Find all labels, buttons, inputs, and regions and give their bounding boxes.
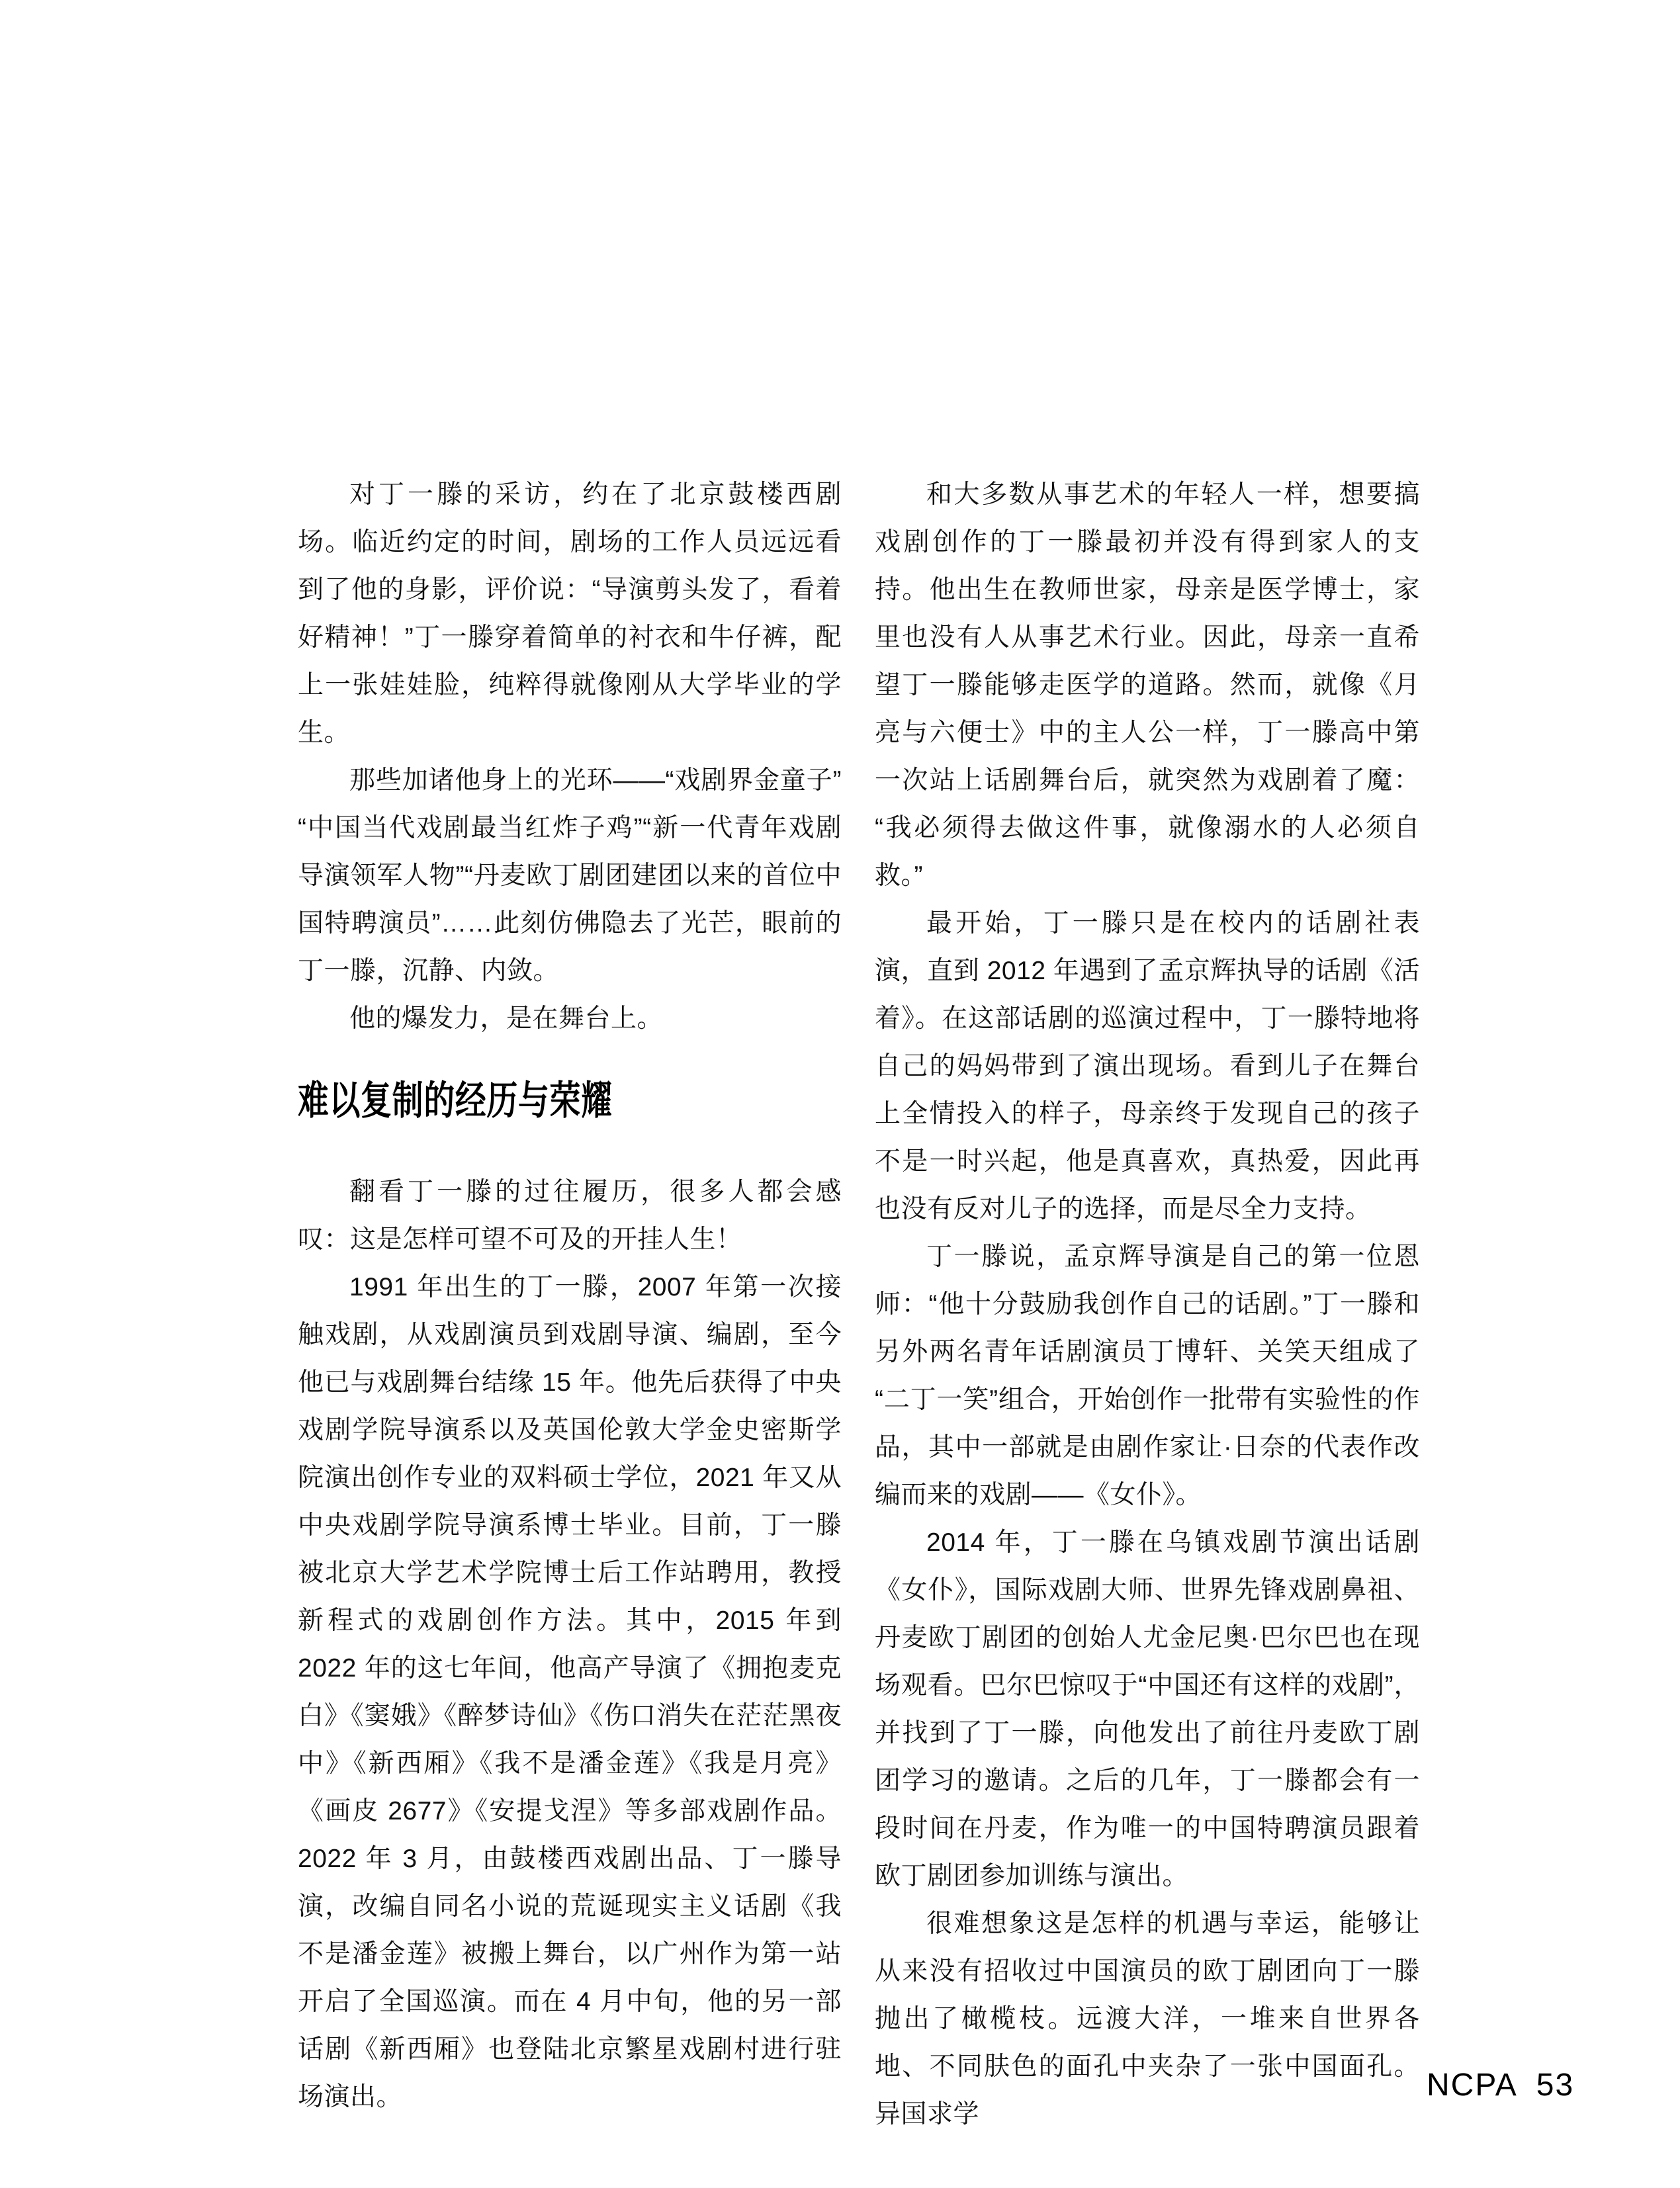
page-footer	[1427, 2070, 1574, 2101]
article-paragraph: 丁一滕说，孟京辉导演是自己的第一位恩师：“他十分鼓励我创作自己的话剧。”丁一滕和另外两名青年话剧演员丁博轩、关笑天组成了“二丁一笑”组合，开始创作一批带有实验性的作品，其中一部就是由剧作家让·日奈的代表作改编而来的戏剧——《女仆》。	[875, 1243, 1420, 1509]
article-paragraph: 最开始，丁一滕只是在校内的话剧社表演，直到 2012 年遇到了孟京辉执导的话剧《活着》。在这部话剧的巡演过程中，丁一滕特地将自己的妈妈带到了演出现场。看到儿子在舞台上全情投入的样子，母亲终于发现自己的孩子不是一时兴起，他是真喜欢，真热爱，因此再也没有反对儿子的选择，而是尽全力支持。	[875, 909, 1420, 1223]
article-paragraph: 他的爆发力，是在舞台上。	[349, 1004, 664, 1033]
article-paragraph: 2014 年，丁一滕在乌镇戏剧节演出话剧《女仆》，国际戏剧大师、世界先锋戏剧鼻祖、丹麦欧丁剧团的创始人尤金尼奥·巴尔巴也在现场观看。巴尔巴惊叹于“中国还有这样的戏剧”，并找到了丁一滕，向他发出了前往丹麦欧丁剧团学习的邀请。之后的几年，丁一滕都会有一段时间在丹麦，作为唯一的中国特聘演员跟着欧丁剧团参加训练与演出。	[875, 1528, 1420, 1890]
article-paragraph: 对丁一滕的采访，约在了北京鼓楼西剧场。临近约定的时间，剧场的工作人员远远看到了他的身影，评价说：“导演剪头发了，看着好精神！”丁一滕穿着简单的衬衣和牛仔裤，配上一张娃娃脸，纯粹得就像刚从大学毕业的学生。	[298, 480, 842, 747]
article-paragraph: 翻看丁一滕的过往履历，很多人都会感叹：这是怎样可望不可及的开挂人生！	[298, 1178, 842, 1254]
right-column	[875, 471, 1420, 2138]
footer-brand: NCPA	[1427, 2068, 1518, 2103]
article-paragraph: 1991 年出生的丁一滕，2007 年第一次接触戏剧，从戏剧演员到戏剧导演、编剧，至今他已与戏剧舞台结缘 15 年。他先后获得了中央戏剧学院导演系以及英国伦敦大学金史密斯学院演出创作专业的双料硕士学位，2021 年又从中央戏剧学院导演系博士毕业。目前，丁一滕被北京大学艺术学院博士后工作站聘用，教授新程式的戏剧创作方法。其中，2015 年到 2022 年的这七年间，他高产导演了《拥抱麦克白》《窦娥》《醉梦诗仙》《伤口消失在茫茫黑夜中》《新西厢》《我不是潘金莲》《我是月亮》《画皮 2677》《安提戈涅》等多部戏剧作品。2022 年 3 月，由鼓楼西戏剧出品、丁一滕导演，改编自同名小说的荒诞现实主义话剧《我不是潘金莲》被搬上舞台，以广州作为第一站开启了全国巡演。而在 4 月中旬，他的另一部话剧《新西厢》也登陆北京繁星戏剧村进行驻场演出。	[298, 1273, 842, 2111]
article-paragraph: 很难想象这是怎样的机遇与幸运，能够让从来没有招收过中国演员的欧丁剧团向丁一滕抛出了橄榄枝。远渡大洋，一堆来自世界各地、不同肤色的面孔中夹杂了一张中国面孔。异国求学	[875, 1909, 1420, 2128]
section-heading: 难以复制的经历与荣耀	[298, 1078, 613, 1123]
footer-page-number: 53	[1536, 2068, 1575, 2103]
article-paragraph: 那些加诸他身上的光环——“戏剧界金童子”“中国当代戏剧最当红炸子鸡”“新一代青年戏剧导演领军人物”“丹麦欧丁剧团建团以来的首位中国特聘演员”……此刻仿佛隐去了光芒，眼前的丁一滕，沉静、内敛。	[298, 766, 842, 985]
left-column	[298, 471, 842, 2121]
article-paragraph: 和大多数从事艺术的年轻人一样，想要搞戏剧创作的丁一滕最初并没有得到家人的支持。他出生在教师世家，母亲是医学博士，家里也没有人从事艺术行业。因此，母亲一直希望丁一滕能够走医学的道路。然而，就像《月亮与六便士》中的主人公一样，丁一滕高中第一次站上话剧舞台后，就突然为戏剧着了魔：“我必须得去做这件事，就像溺水的人必须自救。”	[875, 480, 1420, 890]
